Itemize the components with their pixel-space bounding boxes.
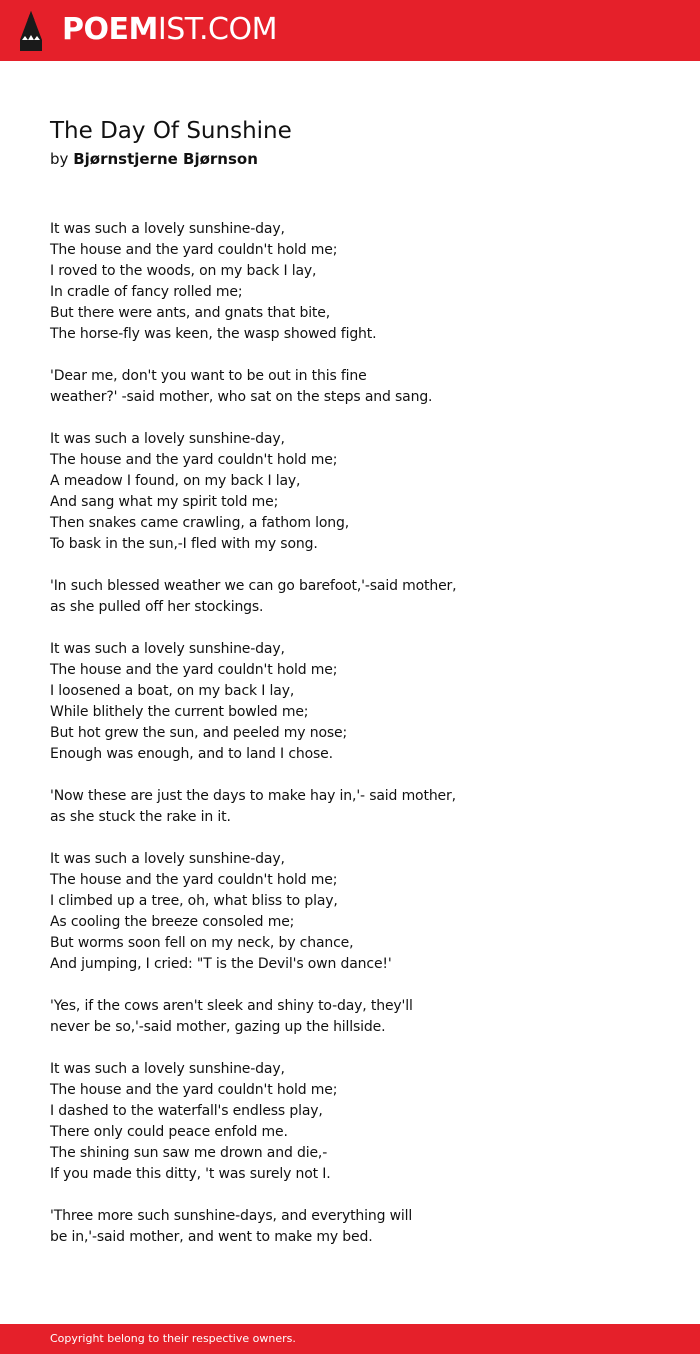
poem-title: The Day Of Sunshine	[50, 118, 292, 144]
poem-line: As cooling the breeze consoled me;	[50, 914, 295, 930]
logo-light-text: IST.COM	[157, 12, 277, 47]
site-logo[interactable]	[62, 11, 277, 49]
poem-line: The shining sun saw me drown and die,-	[50, 1145, 328, 1161]
poem-body	[50, 219, 670, 1269]
poem-line: And sang what my spirit told me;	[50, 494, 279, 510]
poem-line: I roved to the woods, on my back I lay,	[50, 263, 317, 279]
pencil-tip-icon[interactable]	[18, 10, 44, 52]
poem-stanza	[50, 366, 670, 408]
poem-line: The house and the yard couldn't hold me;	[50, 662, 338, 678]
poem-line: be in,'-said mother, and went to make my bed.	[50, 1229, 373, 1245]
site-header	[0, 0, 700, 61]
poem-line: 'In such blessed weather we can go barefoot,'-said mother,	[50, 578, 457, 594]
poem-line: It was such a lovely sunshine-day,	[50, 1061, 285, 1077]
poem-line: Then snakes came crawling, a fathom long,	[50, 515, 350, 531]
poem-line: I climbed up a tree, oh, what bliss to play,	[50, 893, 338, 909]
poem-line: 'Yes, if the cows aren't sleek and shiny to-day, they'll	[50, 998, 413, 1014]
logo-bold-text: POEM	[62, 12, 158, 47]
poem-stanza	[50, 429, 670, 555]
poem-stanza	[50, 639, 670, 765]
poem-line: 'Dear me, don't you want to be out in this fine	[50, 368, 367, 384]
byline	[50, 148, 258, 170]
poem-line: never be so,'-said mother, gazing up the hillside.	[50, 1019, 386, 1035]
poem-line: as she pulled off her stockings.	[50, 599, 264, 615]
by-label: by	[50, 150, 69, 168]
poem-line: But there were ants, and gnats that bite,	[50, 305, 331, 321]
poem-line: I loosened a boat, on my back I lay,	[50, 683, 295, 699]
poem-stanza	[50, 849, 670, 975]
poem-line: weather?' -said mother, who sat on the steps and sang.	[50, 389, 433, 405]
poem-line: The house and the yard couldn't hold me;	[50, 242, 338, 258]
poem-stanza	[50, 996, 670, 1038]
poem-stanza	[50, 786, 670, 828]
poem-line: While blithely the current bowled me;	[50, 704, 309, 720]
poem-stanza	[50, 1206, 670, 1248]
poem-line: It was such a lovely sunshine-day,	[50, 221, 285, 237]
poem-line: The house and the yard couldn't hold me;	[50, 1082, 338, 1098]
copyright-text: Copyright belong to their respective owners.	[50, 1332, 296, 1345]
poem-line: And jumping, I cried: "T is the Devil's own dance!'	[50, 956, 392, 972]
poem-line: 'Three more such sunshine-days, and everything will	[50, 1208, 413, 1224]
poem-line: In cradle of fancy rolled me;	[50, 284, 243, 300]
poem-line: If you made this ditty, 't was surely not I.	[50, 1166, 331, 1182]
poem-line: The house and the yard couldn't hold me;	[50, 452, 338, 468]
site-footer	[0, 1324, 700, 1354]
poem-line: The house and the yard couldn't hold me;	[50, 872, 338, 888]
author-name: Bjørnstjerne Bjørnson	[73, 150, 258, 168]
poem-line: A meadow I found, on my back I lay,	[50, 473, 301, 489]
poem-stanza	[50, 1059, 670, 1185]
poem-line: I dashed to the waterfall's endless play,	[50, 1103, 323, 1119]
poem-line: But worms soon fell on my neck, by chance,	[50, 935, 354, 951]
poem-line: It was such a lovely sunshine-day,	[50, 641, 285, 657]
poem-stanza	[50, 219, 670, 345]
poem-line: It was such a lovely sunshine-day,	[50, 431, 285, 447]
poem-line: 'Now these are just the days to make hay in,'- said mother,	[50, 788, 456, 804]
poem-line: There only could peace enfold me.	[50, 1124, 288, 1140]
poem-line: To bask in the sun,-I fled with my song.	[50, 536, 318, 552]
poem-line: as she stuck the rake in it.	[50, 809, 231, 825]
poem-line: The horse-fly was keen, the wasp showed fight.	[50, 326, 377, 342]
poem-line: Enough was enough, and to land I chose.	[50, 746, 333, 762]
poem-stanza	[50, 576, 670, 618]
poem-line: It was such a lovely sunshine-day,	[50, 851, 285, 867]
poem-line: But hot grew the sun, and peeled my nose;	[50, 725, 348, 741]
